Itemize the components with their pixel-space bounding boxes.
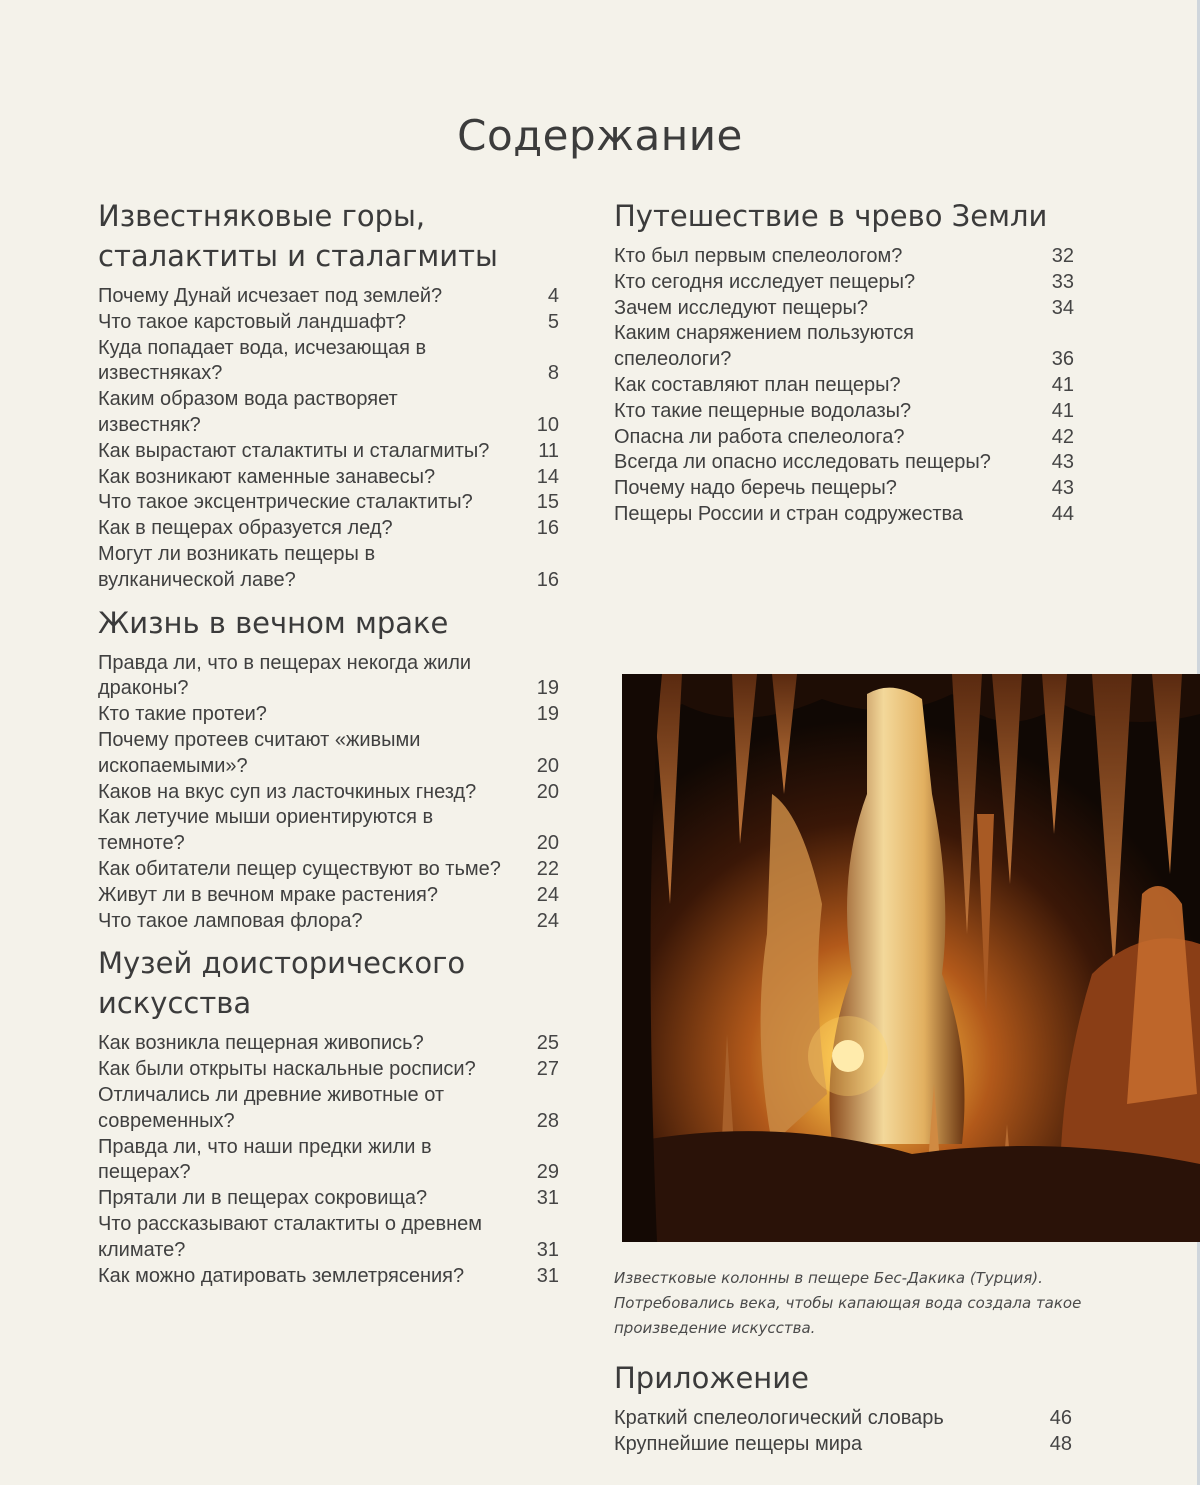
toc-entry: [98, 909, 563, 935]
toc-entry: [98, 805, 563, 857]
toc-entry: [614, 1432, 1076, 1458]
toc-entry-title: Кто сегодня исследует пещеры?: [614, 270, 916, 293]
toc-entry-page: 19: [536, 703, 559, 726]
toc-entry: [614, 270, 1076, 296]
toc-entry: [98, 857, 563, 883]
section-heading: Музей доисторического искусства: [98, 946, 466, 1021]
toc-entry-title: Что такое карстовый ландшафт?: [98, 310, 406, 333]
toc-entry-page: 22: [536, 857, 559, 880]
toc-entry-page: 31: [536, 1238, 559, 1261]
toc-entry: [614, 425, 1076, 451]
toc-entry-page: 20: [536, 780, 559, 803]
toc-entry-page: 14: [536, 465, 559, 488]
toc-entry-title: Почему протеев считают «живыми ископаемыми»?: [98, 728, 421, 777]
toc-entry-page: 24: [536, 883, 559, 906]
toc-entry-title: Всегда ли опасно исследовать пещеры?: [614, 451, 991, 474]
toc-entry-title: Каким снаряжением пользуются спелеологи?: [614, 322, 914, 371]
toc-entry: [614, 296, 1076, 322]
toc-entry-page: 36: [1051, 348, 1074, 371]
toc-entry: [614, 321, 1076, 373]
toc-entry: [614, 1406, 1076, 1432]
toc-entry-title: Кто такие пещерные водолазы?: [614, 399, 912, 422]
toc-entry: [98, 387, 563, 439]
toc-entry-title: Могут ли возникать пещеры в вулканической лаве?: [98, 542, 376, 591]
toc-entry-page: 33: [1051, 270, 1074, 293]
toc-entry-page: 8: [547, 362, 559, 385]
toc-entry-page: 20: [536, 832, 559, 855]
toc-entry-page: 31: [536, 1187, 559, 1210]
toc-entry-title: Как летучие мыши ориентируются в темноте?: [98, 806, 434, 855]
toc-entry: [98, 1212, 563, 1264]
toc-entry-title: Пещеры России и стран содружества: [614, 502, 964, 525]
toc-entry: [614, 450, 1076, 476]
toc-entry-page: 16: [536, 568, 559, 591]
toc-entry-page: 11: [538, 439, 559, 462]
toc-entry-page: 20: [536, 754, 559, 777]
section-heading: Путешествие в чрево Земли: [614, 199, 1048, 233]
cave-photo: [622, 674, 1200, 1242]
section-heading: Известняковые горы, сталактиты и сталагмиты: [98, 199, 498, 273]
toc-entry-title: Что такое эксцентрические сталактиты?: [98, 491, 473, 514]
toc-entry-title: Прятали ли в пещерах сокровища?: [98, 1187, 428, 1210]
page-title: Содержание: [457, 111, 743, 160]
toc-entry-page: 27: [536, 1058, 559, 1081]
toc-entry: [98, 651, 563, 703]
toc-entry: [98, 310, 563, 336]
toc-entry: [614, 399, 1076, 425]
toc-entry-title: Что рассказывают сталактиты о древнем климате?: [98, 1212, 483, 1261]
toc-entry-page: 4: [547, 285, 559, 307]
toc-entry-page: 25: [536, 1032, 559, 1055]
toc-entry-page: 28: [536, 1109, 559, 1132]
toc-entry: [98, 1264, 563, 1290]
toc-entry-title: Опасна ли работа спелеолога?: [614, 425, 905, 448]
toc-entry-page: 41: [1051, 399, 1074, 422]
toc-entry: [98, 490, 563, 516]
toc-entry-page: 46: [1049, 1407, 1072, 1429]
toc-entry-title: Как обитатели пещер существуют во тьме?: [98, 857, 501, 880]
toc-entry-page: 5: [547, 310, 559, 333]
toc-entry-page: 29: [536, 1161, 559, 1184]
toc-entry: [98, 516, 563, 542]
toc-entry-page: 15: [536, 491, 559, 514]
toc-entry-title: Правда ли, что наши предки жили в пещерах?: [98, 1135, 432, 1184]
toc-entry: [98, 1031, 563, 1057]
toc-entry: [98, 336, 563, 388]
toc-entry: [98, 1186, 563, 1212]
toc-entry-page: 42: [1051, 425, 1074, 448]
toc-entry: [98, 1083, 563, 1135]
toc-entry: [98, 465, 563, 491]
toc-entry-title: Как были открыты наскальные росписи?: [98, 1058, 476, 1081]
toc-entry: [614, 476, 1076, 502]
section-heading: Жизнь в вечном мраке: [98, 605, 449, 640]
toc-entry-page: 16: [536, 517, 559, 540]
toc-entry-title: Что такое ламповая флора?: [98, 909, 363, 932]
toc-entry-page: 32: [1051, 245, 1074, 267]
toc-entry-page: 41: [1051, 373, 1074, 396]
toc-entry-title: Как можно датировать землетрясения?: [98, 1264, 465, 1287]
toc-entry: [98, 1135, 563, 1187]
toc-entry: [98, 702, 563, 728]
toc-entry-page: 24: [536, 909, 559, 932]
toc-entry-title: Живут ли в вечном мраке растения?: [98, 883, 438, 906]
photo-caption: Известковые колонны в пещере Бес-Дакика (Турция). Потребовались века, чтобы капающая вода создала такое произведение искусства.: [614, 1269, 1082, 1337]
toc-entry-title: Крупнейшие пещеры мира: [614, 1432, 863, 1455]
toc-entry-title: Правда ли, что в пещерах некогда жили драконы?: [98, 651, 472, 700]
toc-entry: [98, 883, 563, 909]
toc-entry: [614, 373, 1076, 399]
toc-entry: [98, 1057, 563, 1083]
toc-entry: [98, 780, 563, 806]
toc-entry-page: 48: [1049, 1432, 1072, 1455]
toc-entry-page: 10: [536, 413, 559, 436]
toc-entry-page: 31: [536, 1264, 559, 1287]
toc-entry: [98, 542, 563, 594]
toc-entry: [98, 728, 563, 780]
toc-entry-page: 34: [1051, 296, 1074, 319]
toc-entry-title: Как в пещерах образуется лед?: [98, 517, 393, 540]
appendix-section: [614, 1358, 1076, 1458]
toc-entry-title: Каков на вкус суп из ласточкиных гнезд?: [98, 780, 477, 803]
toc-entry: [614, 244, 1076, 270]
toc-entry-title: Почему надо беречь пещеры?: [614, 477, 897, 500]
toc-right-column: [614, 196, 1076, 528]
toc-entry-title: Кто был первым спелеологом?: [614, 245, 903, 267]
toc-entry-title: Почему Дунай исчезает под землей?: [98, 285, 443, 307]
toc-entry: [98, 439, 563, 465]
toc-entry-title: Как вырастают сталактиты и сталагмиты?: [98, 439, 490, 462]
toc-entry-page: 19: [536, 677, 559, 700]
toc-entry-title: Отличались ли древние животные от современных?: [98, 1083, 445, 1132]
toc-entry-title: Каким образом вода растворяет известняк?: [98, 388, 398, 436]
toc-entry: [614, 502, 1076, 528]
toc-entry-title: Куда попадает вода, исчезающая в известняках?: [98, 336, 427, 385]
toc-entry-title: Кто такие протеи?: [98, 703, 267, 726]
toc-entry: [98, 284, 563, 310]
toc-left-column: [98, 196, 563, 1289]
toc-entry-title: Краткий спелеологический словарь: [614, 1407, 944, 1429]
toc-entry-page: 44: [1051, 502, 1074, 525]
toc-entry-title: Как составляют план пещеры?: [614, 373, 901, 396]
toc-entry-title: Как возникла пещерная живопись?: [98, 1032, 424, 1055]
toc-entry-page: 43: [1051, 477, 1074, 500]
toc-entry-title: Зачем исследуют пещеры?: [614, 296, 869, 319]
toc-entry-page: 43: [1051, 451, 1074, 474]
appendix-heading: Приложение: [614, 1361, 809, 1395]
toc-entry-title: Как возникают каменные занавесы?: [98, 465, 436, 488]
